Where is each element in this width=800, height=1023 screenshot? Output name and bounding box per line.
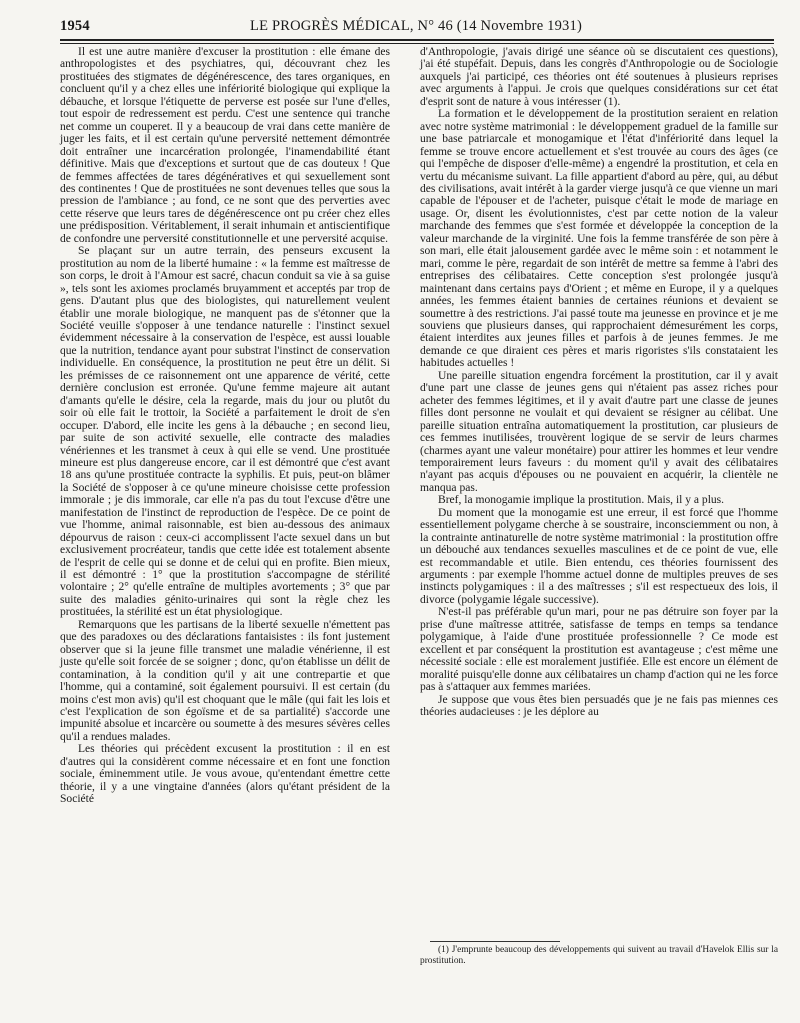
footnote-rule <box>430 941 560 942</box>
paragraph: d'Anthropologie, j'avais dirigé une séance où se discutaient ces questions), j'ai été stupéfait. Depuis, dans les congrès d'Anthropologie ou de Sociologie auxquels j'ai participé, ces théories ont été soutenues à plusieurs reprises avec arguments à l'appui. Je crois que quelques considérations sur cet état d'esprit sont de nature à vous intéresser (1). <box>420 46 778 108</box>
paragraph: Se plaçant sur un autre terrain, des penseurs excusent la prostitution au nom de la liberté humaine : « la femme est maîtresse de son corps, le droit à l'Amour est sacré, chacun conduit sa vie à sa guise », tels sont les axiomes proclamés bruyamment et acceptés par trop de gens. D'autant plus que des biologistes, qui naturellement veulent établir une morale biologique, ne manquent pas de s'étonner que la Société veuille s'opposer à une tendance naturelle : l'instinct sexuel évidemment nécessaire à la conservation de l'espèce, est aussi louable que la nutrition, tendance ayant pour substrat l'instinct de conservation individuelle. En conséquence, la prostitution ne peut être un délit. Si les prémisses de ce raisonnement ont une apparence de vérité, cette dernière conclusion est erronée. Qu'une femme majeure ait autant d'amants qu'elle le désire, cela la regarde, mais du jour ou plutôt du soir où elle fait le trottoir, la Société a parfaitement le droit de s'en occuper. D'abord, elle incite les gens à la débauche ; en second lieu, par suite de son activité sexuelle, elle contracte des maladies vénériennes et les transmet à ceux à qui elle se vend. Une prostituée mineure est plus dangereuse encore, car il est démontré que c'est avant 18 ans qu'une prostituée contracte la syphilis. Et puis, peut-on blâmer la Société de s'opposer à ce qu'une mineure choisisse cette profession immorale ; je dis immorale, car elle n'a pas du tout l'excuse d'être une manifestation de l'instinct de reproduction de l'espèce. De ce point de vue l'homme, animal raisonnable, est bien au-dessous des animaux dépourvus de raison : ceux-ci accomplissent l'acte sexuel dans un but exclusivement procréateur, tandis que cette idée est totalement absente de l'esprit de celle qui se donne et de celui qui en profite. Bien mieux, il est démontré : 1° que la prostitution s'accompagne de stérilité volontaire ; 2° qu'elle entraîne de multiples avortements ; 3° que par suite des maladies génito-urinaires qui sont la règle chez les prostituées, la stérilité est un état physiologique. <box>60 245 390 619</box>
paragraph: Les théories qui précèdent excusent la prostitution : il en est d'autres qui la considèrent comme nécessaire et en font une fonction sociale, éminemment utile. Je vous avoue, qu'entendant émettre cette théorie, il y a une vingtaine d'années (alors qu'étant président de la Société <box>60 743 390 806</box>
right-column <box>420 46 778 718</box>
paragraph: Une pareille situation engendra forcément la prostitution, car il y avait d'une part une classe de jeunes gens qui n'étaient pas assez riches pour acheter des femmes légitimes, et il y avait d'autre part une classe de jeunes filles dont personne ne voulait et qui devaient se résigner au célibat. Une pareille situation entraîna automatiquement la prostitution, car plusieurs de ces femmes inutilisées, trouvèrent logique de se servir de leurs charmes (charmes ayant une valeur monétaire) pour attirer les hommes et leur vendre temporairement leurs faveurs : du moment qu'il y avait des célibataires n'ayant pas acquis d'épouses ou ne pouvaient en acquérir, la clientèle ne manqua pas. <box>420 369 778 494</box>
left-column <box>60 46 390 806</box>
header-rule <box>60 39 774 44</box>
paragraph: Je suppose que vous êtes bien persuadés que je ne fais pas miennes ces théories audacieuses : je les déplore au <box>420 693 778 719</box>
running-header <box>60 16 772 38</box>
page-number: 1954 <box>60 18 90 34</box>
footnote <box>420 945 778 966</box>
paragraph: N'est-il pas préférable qu'un mari, pour ne pas détruire son foyer par la prise d'une maîtresse attitrée, satisfasse de temps en temps sa tendance polygamique, à l'aide d'une prostituée professionnelle ? Ce mode est excellent et par conséquent la prostitution est avantageuse ; c'est même une nécessité sociale : elle est moralement justifiée. Elle est encore un élément de moralité puisqu'elle donne aux célibataires un champ d'action qui ne les force pas à s'attaquer aux femmes mariées. <box>420 606 778 694</box>
paragraph: Il est une autre manière d'excuser la prostitution : elle émane des anthropologistes et des psychiatres, qui, découvrant chez les prostituées des stigmates de dégénérescence, des tares organiques, en concluent qu'il y a chez elles une infériorité biologique qui explique la débauche, et lorsque l'étiquette de perverse est posée sur l'une d'elles, tout espoir de redressement est perdu. C'est une sentence qui tranche net comme un couperet. Il y a beaucoup de vrai dans cette manière de juger les faits, et il est certain qu'une perversité nettement démontrée doit entraîner une incarcération prolongée, l'inamendabilité étant définitive. Mais que d'exceptions et surtout que de cas douteux ! Que de femmes affectées de tares dégénératives et qui sexuellement sont des continentes ! Que de prostituées ne sont devenues telles que sous la pression de l'ambiance ; au fond, ce ne sont que des perverties avec cette réserve que leurs tares de dégénérescence ont pu créer chez elles une prédisposition. Véritablement, il serait inhumain et antiscientifique de confondre une perversité constitutionnelle et une perversité acquise. <box>60 46 390 245</box>
paragraph: Bref, la monogamie implique la prostitution. Mais, il y a plus. <box>438 494 725 507</box>
paragraph: Du moment que la monogamie est une erreur, il est forcé que l'homme essentiellement polygame cherche à se soustraire, inconsciemment ou non, à la contrainte antinaturelle de notre système matrimonial : la prostitution offre un débouché aux tendances sexuelles masculines et de ce point de vue, elle est recommandable et utile. Bien entendu, ces théories fournissent des arguments : par exemple l'homme actuel donne de multiples preuves de ses instincts polygamiques : il a des maîtresses ; s'il est respectueux des lois, il divorce (polygamie légale successive). <box>420 506 778 606</box>
paragraph: La formation et le développement de la prostitution seraient en relation avec notre système matrimonial : le développement graduel de la famille sur une base patriarcale et monogamique et l'état d'infériorité dans lequel la femme se trouve encore actuellement et s'est trouvée au cours des âges (ce qui l'empêche de disposer d'elle-même) a engendré la prostitution, et cela en vertu du mécanisme suivant. La fille appartient d'abord au père, qui, au début des civilisations, avait intérêt à la garder vierge jusqu'à ce que vienne un mari capable de l'épouser et de l'acheter, puisque c'était le mode de mariage en usage. Or, disent les évolutionnistes, c'est par cette notion de la valeur marchande des femmes que s'est formée et développée la conception de la valeur marchande de la virginité. Une fois la femme transférée de son père à son mari, elle était jalousement gardée avec le même soin : et notamment le mari, comme le père, regardait de son intérêt de mettre sa femme à l'abri des entreprises des célibataires. Cette conception s'est prolongée jusqu'à maintenant dans certains pays d'Orient ; et même en Europe, il y a quelques années, les femmes étaient bannies de certaines réunions et devaient se soumettre à des restrictions. J'ai passé toute ma jeunesse en province et je me souviens que plusieurs danses, qui rapprochaient démesurément les corps, étaient interdites aux jeunes filles et parfois à de jeunes femmes. Je me demande ce que diraient ces pères et maris rigoristes s'ils constataient les habitudes actuelles ! <box>420 108 778 370</box>
paragraph: Remarquons que les partisans de la liberté sexuelle n'émettent pas que des paradoxes ou des déclarations fantaisistes : ils font justement observer que si la jeune fille transmet une maladie vénérienne, il est juste qu'elle soit forcée de se soigner ; donc, qu'on établisse un délit de contamination, à la condition qu'il y ait une contrepartie et que l'homme, qui a contaminé, soit également poursuivi. Il est certain (du moins c'est mon avis) qu'il est choquant que le mâle (qui fait les lois et c'est l'explication de son égoïsme et de sa partialité) s'accorde une impunité absolue et incarcère ou soumette à des mesures sévères celles qu'il a rendues malades. <box>60 618 390 743</box>
footnote-text: (1) J'emprunte beaucoup des développements qui suivent au travail d'Havelok Ellis sur la prostitution. <box>420 945 778 966</box>
journal-title: LE PROGRÈS MÉDICAL, N° 46 (14 Novembre 1931) <box>250 18 582 34</box>
